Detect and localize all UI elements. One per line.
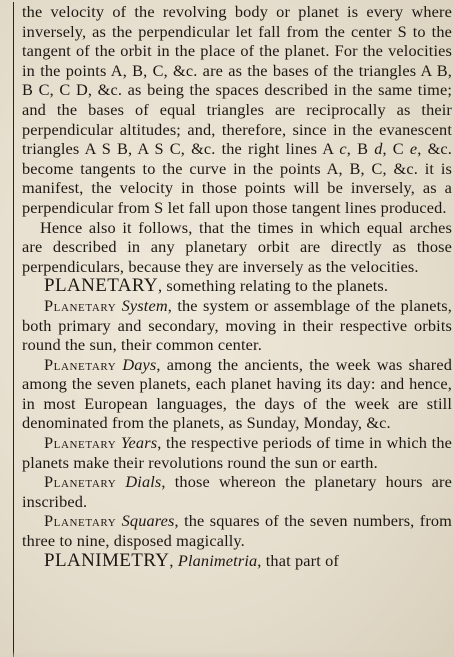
text-run: , something relating to the planets. [157, 276, 389, 296]
entry-headword: Planetary [44, 511, 117, 531]
column-rule [13, 2, 14, 657]
dictionary-entry [22, 511, 452, 550]
dictionary-entry [22, 472, 452, 511]
text-run: Hence also it follows, that the times in which equal arches are described in any planetary orbit are directly as those perpendiculars, because they are inversely as the velocities. [22, 217, 452, 276]
text-run: , the squares of the seven numbers, from three to nine, disposed magically. [22, 511, 452, 551]
text-run [116, 472, 125, 491]
document-page [10, 2, 452, 657]
body-paragraph [22, 218, 452, 277]
italic-term: c [339, 139, 347, 159]
dictionary-entry [22, 433, 452, 472]
entry-headword: Planetary [44, 354, 117, 374]
italic-term: Planimetria [177, 550, 258, 570]
italic-term: e [409, 139, 418, 159]
entry-headword: Planetary [44, 472, 117, 492]
text-run: , B [346, 139, 375, 159]
dictionary-entry [22, 276, 452, 296]
text-run: , the respective periods of time in which the planets make their revolutions round the sun or earth. [22, 433, 452, 472]
dictionary-entry [22, 355, 452, 433]
text-run: , the system or assemblage of the planets, both primary and secondary, moving in their respective orbits round the sun, their common center. [22, 295, 452, 355]
italic-term: Days [122, 354, 157, 374]
text-run: , &c. become tangents to the curve in the points A, B, C, &c. it is manifest, the velocity in those points will be inversely, as a perpendicular from S let fall upon those tangent lines produced. [22, 139, 452, 217]
text-run: , C [382, 139, 410, 159]
text-run: , that part of [257, 550, 339, 570]
italic-term: Dials [125, 472, 162, 492]
italic-term: Squares [121, 511, 175, 531]
text-column [22, 2, 452, 570]
italic-term: System [121, 295, 168, 315]
entry-headword: PLANIMETRY [44, 549, 170, 571]
entry-headword: Planetary [44, 433, 117, 453]
page-bottom-edge [10, 651, 452, 657]
text-run: , among the ancients, the week was shared among the seven planets, each planet having its day: and hence, in most European languages, the days of the week are still denominated from the planets, as Sunday, Monday, &c. [22, 354, 452, 433]
body-paragraph [22, 2, 452, 218]
italic-term: d [374, 139, 383, 159]
text-run: , [169, 550, 178, 570]
italic-term: Years [120, 433, 158, 453]
entry-headword: PLANETARY [44, 275, 158, 297]
text-run: the velocity of the revolving body or planet is every where inversely, as the perpendicular let fall from the center S to the tangent of the orbit in the place of the planet. For the velocities in the points A, B, C, &c. are as the bases of the triangles A B, B C, C D, &c. as being the spaces described in the same time; and the bases of equal triangles are reciprocally as their perpendicular altitudes; and, therefore, since in the evanescent triangles A S B, A S C, &c. the right lines A [22, 2, 452, 159]
dictionary-entry [22, 551, 452, 571]
dictionary-entry [22, 296, 452, 355]
text-run: , those whereon the planetary hours are inscribed. [22, 472, 452, 511]
entry-headword: Planetary [44, 295, 117, 315]
